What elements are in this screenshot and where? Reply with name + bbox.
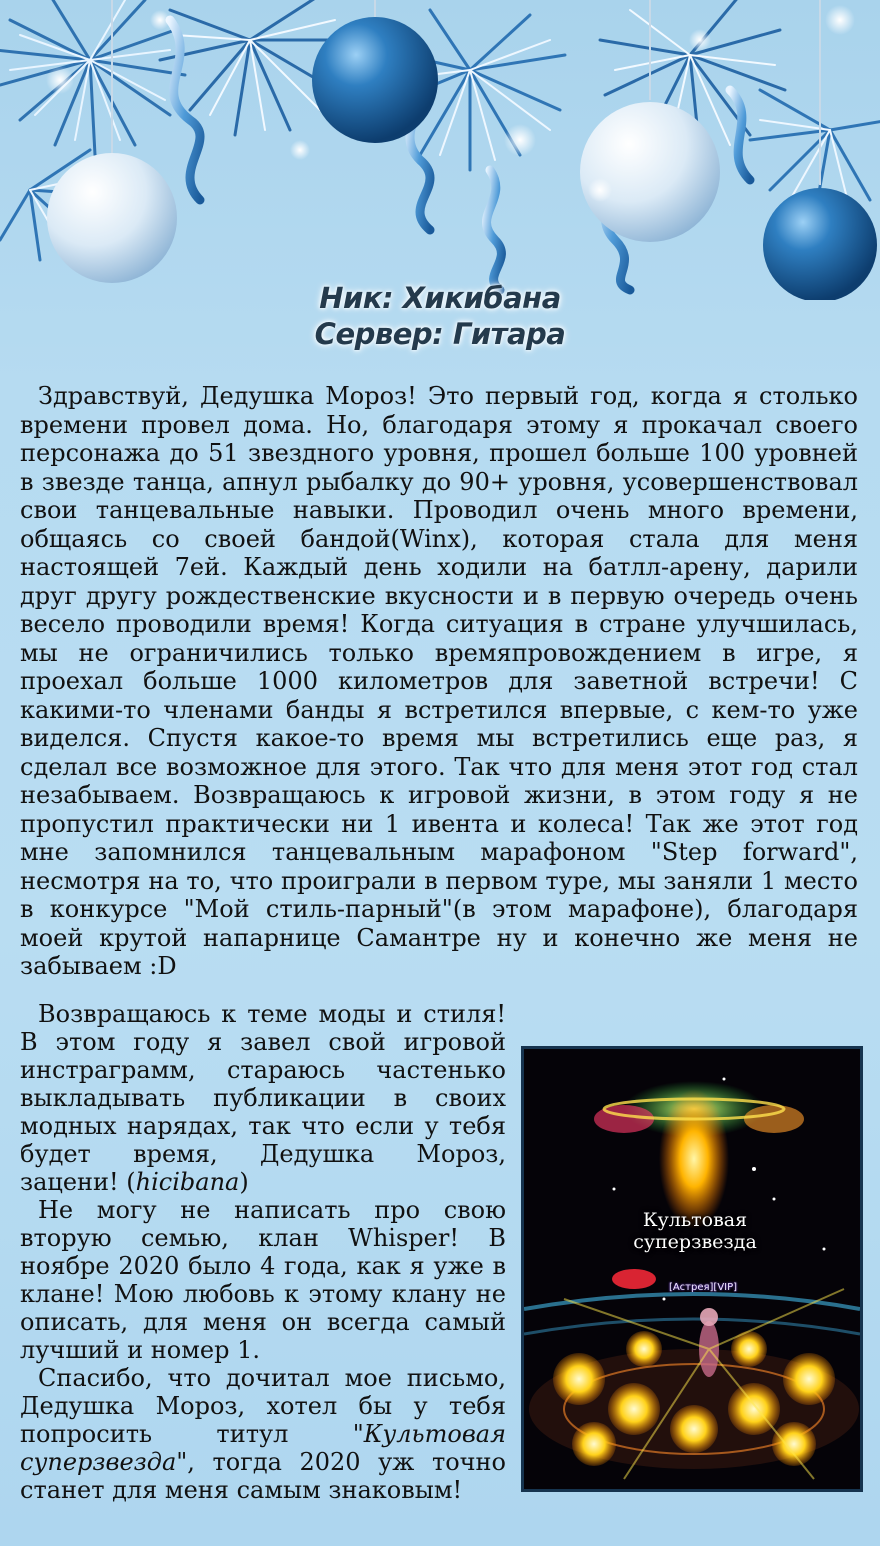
nickname-title: Ник: Хикибана bbox=[319, 281, 561, 315]
game-title-line-1: Культовая bbox=[642, 1209, 748, 1231]
white-ornament-icon bbox=[47, 153, 177, 283]
white-ornament-icon bbox=[580, 102, 720, 242]
letter-paragraph-2 bbox=[20, 1000, 506, 1196]
player-tag: [Астрея][VIP] bbox=[668, 1282, 738, 1293]
paragraph-4-closing: ", тогда 2020 уж точно станет для меня самым знаковым! bbox=[20, 1448, 506, 1504]
game-title-line-2: суперзвезда bbox=[633, 1231, 757, 1253]
letter-body-column bbox=[20, 1000, 506, 1504]
paragraph-4-text: Спасибо, что дочитал мое письмо, Дедушка Мороз, хотел бы у тебя попросить титул " bbox=[20, 1364, 506, 1448]
letter-paragraph-4 bbox=[20, 1364, 506, 1504]
letter-paragraph-3: Не могу не написать про свою вторую семью, клан Whisper! В ноябре 2020 было 4 года, как я уже в клане! Мою любовь к этому клану не описать, для меня он всегда самый лучший и номер 1. bbox=[20, 1196, 506, 1364]
christmas-header-decoration bbox=[0, 0, 880, 300]
requested-title: Культовая суперзвезда bbox=[20, 1420, 506, 1476]
letter-body bbox=[20, 382, 858, 981]
paragraph-2-text: Возвращаюсь к теме моды и стиля! В этом году я завел свой игровой инстраграмм, стараюсь частенько выкладывать публикации в своих модных нарядах, так что если у тебя будет время, Дедушка Мороз, зацени! ( bbox=[20, 1000, 506, 1196]
letter-header bbox=[0, 280, 880, 352]
paragraph-2-closing: ) bbox=[239, 1168, 249, 1196]
game-screenshot bbox=[521, 1046, 863, 1492]
christmas-ornaments bbox=[47, 0, 877, 300]
letter-paragraph-1: Здравствуй, Дедушка Мороз! Это первый год, когда я столько времени провел дома. Но, благодаря этому я прокачал своего персонажа до 51 звездного уровня, прошел больше 100 уровней в звезде танца, апнул рыбалку до 90+ уровня, усовершенствовал свои танцевальные навыки. Проводил очень много времени, общаясь со своей бандой(Winx), которая стала для меня настоящей 7ей. Каждый день ходили на батлл-арену, дарили друг другу рождественские вкусности и в первую очередь очень весело проводили время! Когда ситуация в стране улучшилась, мы не ограничились только времяпровождением в игре, я проехал больше 1000 километров для заветной встречи! С какими-то членами банды я встретился впервые, с кем-то уже виделся. Спустя какое-то время мы встретились еще раз, я сделал все возможное для этого. Так что для меня этот год стал незабываем. Возвращаюсь к игровой жизни, в этом году я не пропустил практически ни 1 ивента и колеса! Так же этот год мне запомнился танцевальным марафоном "Step forward", несмотря на то, что проиграли в первом туре, мы заняли 1 место в конкурсе "Мой стиль-парный"(в этом марафоне), благодаря моей крутой напарнице Самантре ну и конечно же меня не забываем :D bbox=[20, 382, 858, 980]
blue-ornament-icon bbox=[312, 17, 438, 143]
instagram-handle: hicibana bbox=[135, 1168, 240, 1196]
game-title-badge bbox=[620, 1209, 770, 1253]
server-title: Сервер: Гитара bbox=[314, 317, 566, 351]
